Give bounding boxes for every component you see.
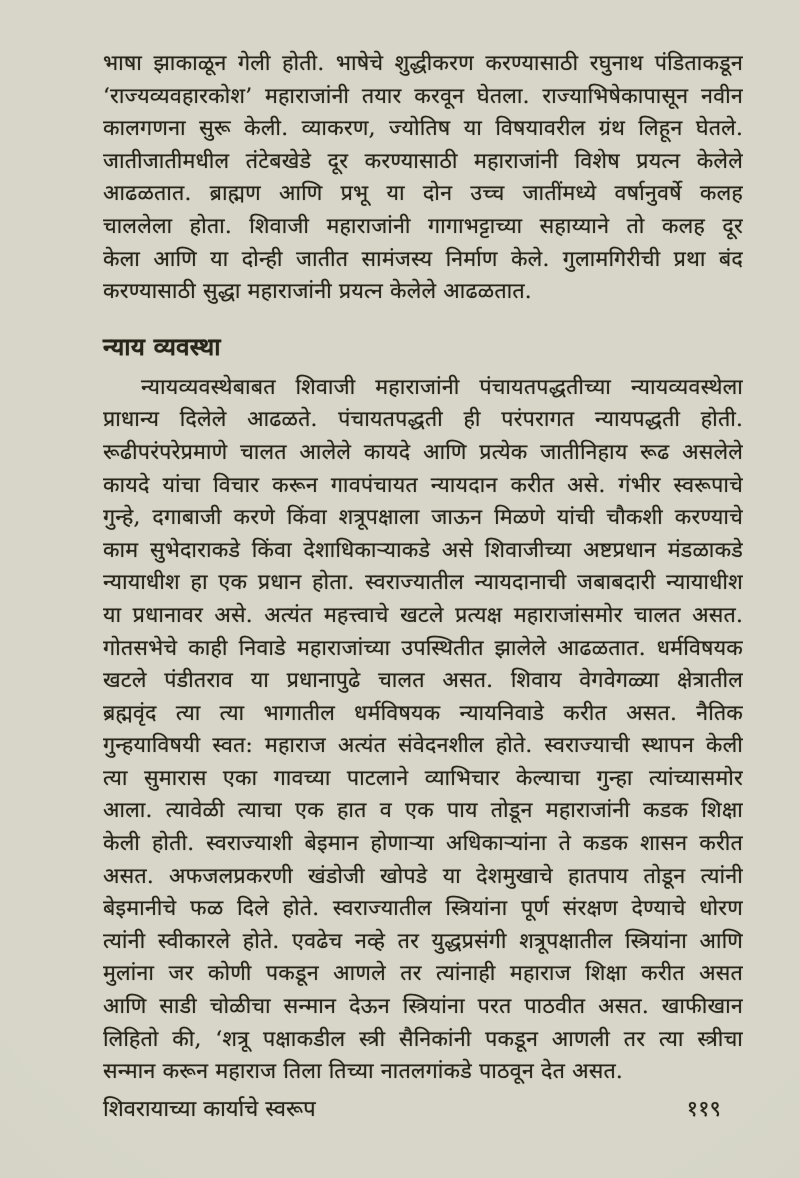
text-line: भाषा झाकाळून गेली होती. भाषेचे शुद्धीकरण करण्यासाठी रघुनाथ पंडिताकडून xyxy=(103,51,743,76)
text-line: ब्रह्मवृंद त्या त्या भागातील धर्मविषयक न्यायनिवाडे करीत असत. नैतिक xyxy=(103,700,743,726)
text-line: आढळतात. ब्राह्मण आणि प्रभू या दोन उच्च जातींमध्ये वर्षानुवर्षे कलह xyxy=(103,181,743,207)
footer-running-title: शिवरायाच्या कार्याचे स्वरूप xyxy=(103,1096,316,1122)
text-line: खटले पंडीतराव या प्रधानापुढे चालत असत. शिवाय वेगवेगळ्या क्षेत्रातील xyxy=(103,668,743,694)
text-line: या प्रधानावर असे. अत्यंत महत्त्वाचे खटले प्रत्यक्ष महाराजांसमोर चालत असत. xyxy=(103,602,743,628)
text-line: त्यांनी स्वीकारले होते. एवढेच नव्हे तर युद्धप्रसंगी शत्रूपक्षातील स्त्रियांना आणि xyxy=(103,928,743,954)
text-line: लिहितो की, ‘शत्रू पक्षाकडील स्त्री सैनिकांनी पकडून आणली तर त्या स्त्रीचा xyxy=(103,1026,743,1052)
text-line: त्या सुमारास एका गावच्या पाटलाने व्याभिचार केल्याचा गुन्हा त्यांच्यासमोर xyxy=(103,765,743,791)
text-line: आला. त्यावेळी त्याचा एक हात व एक पाय तोडून महाराजांनी कडक शिक्षा xyxy=(103,798,743,824)
text-line: कालगणना सुरू केली. व्याकरण, ज्योतिष या विषयावरील ग्रंथ लिहून घेतले. xyxy=(103,116,743,142)
text-line: न्यायाधीश हा एक प्रधान होता. स्वराज्यातील न्यायदानाची जबाबदारी न्यायाधीश xyxy=(103,570,743,596)
page-content xyxy=(103,48,743,1125)
text-line: गुन्हे, दगाबाजी करणे किंवा शत्रूपक्षाला जाऊन मिळणे यांची चौकशी करण्याचे xyxy=(103,505,743,531)
text-line: केली होती. स्वराज्याशी बेइमान होणाऱ्या अधिकाऱ्यांना ते कडक शासन करीत xyxy=(103,831,743,857)
text-line: गोतसभेचे काही निवाडे महाराजांच्या उपस्थितीत झालेले आढळतात. धर्मविषयक xyxy=(103,635,743,661)
text-line: गुन्हयाविषयी स्वत: महाराज अत्यंत संवेदनशील होते. स्वराज्याची स्थापन केली xyxy=(103,733,743,759)
text-line: आणि साडी चोळीचा सन्मान देऊन स्त्रियांना परत पाठवीत असत. खाफीखान xyxy=(103,994,743,1020)
text-line: करण्यासाठी सुद्धा महाराजांनी प्रयत्न केलेले आढळतात. xyxy=(103,279,532,305)
text-line: कायदे यांचा विचार करून गावपंचायत न्यायदान करीत असे. गंभीर स्वरूपाचे xyxy=(103,472,743,498)
paragraph-2 xyxy=(103,372,743,1089)
text-line: बेइमानीचे फळ दिले होते. स्वराज्यातील स्त्रियांना पूर्ण संरक्षण देण्याचे धोरण xyxy=(103,896,743,922)
text-line: न्यायव्यवस्थेबाबत शिवाजी महाराजांनी पंचायतपद्धतीच्या न्यायव्यवस्थेला xyxy=(141,374,743,400)
text-line: ‘राज्यव्यवहारकोश’ महाराजांनी तयार करवून घेतला. राज्याभिषेकापासून नवीन xyxy=(103,83,743,109)
text-line: रूढीपरंपरेप्रमाणे चालत आलेले कायदे आणि प्रत्येक जातीनिहाय रूढ असलेले xyxy=(103,439,743,465)
text-line: प्राधान्य दिलेले आढळते. पंचायतपद्धती ही परंपरागत न्यायपद्धती होती. xyxy=(103,407,743,433)
section-heading: न्याय व्यवस्था xyxy=(103,331,221,361)
text-line: काम सुभेदाराकडे किंवा देशाधिकाऱ्याकडे असे शिवाजीच्या अष्टप्रधान मंडळाकडे xyxy=(103,537,743,563)
text-line: सन्मान करून महाराज तिला तिच्या नातलगांकडे पाठवून देत असत. xyxy=(103,1059,623,1085)
text-line: मुलांना जर कोणी पकडून आणले तर त्यांनाही महाराज शिक्षा करीत असत xyxy=(103,961,743,987)
text-line: असत. अफजलप्रकरणी खंडोजी खोपडे या देशमुखाचे हातपाय तोडून त्यांनी xyxy=(103,863,743,889)
text-line: केला आणि या दोन्ही जातीत सामंजस्य निर्माण केले. गुलामगिरीची प्रथा बंद xyxy=(103,246,743,272)
text-line: जातीजातीमधील तंटेबखेडे दूर करण्यासाठी महाराजांनी विशेष प्रयत्न केलेले xyxy=(103,148,743,174)
page-footer xyxy=(103,1095,743,1125)
footer-page-number: ११९ xyxy=(686,1096,721,1122)
text-line: चाललेला होता. शिवाजी महाराजांनी गागाभट्टाच्या सहाय्याने तो कलह दूर xyxy=(103,213,743,239)
paragraph-1 xyxy=(103,48,743,309)
